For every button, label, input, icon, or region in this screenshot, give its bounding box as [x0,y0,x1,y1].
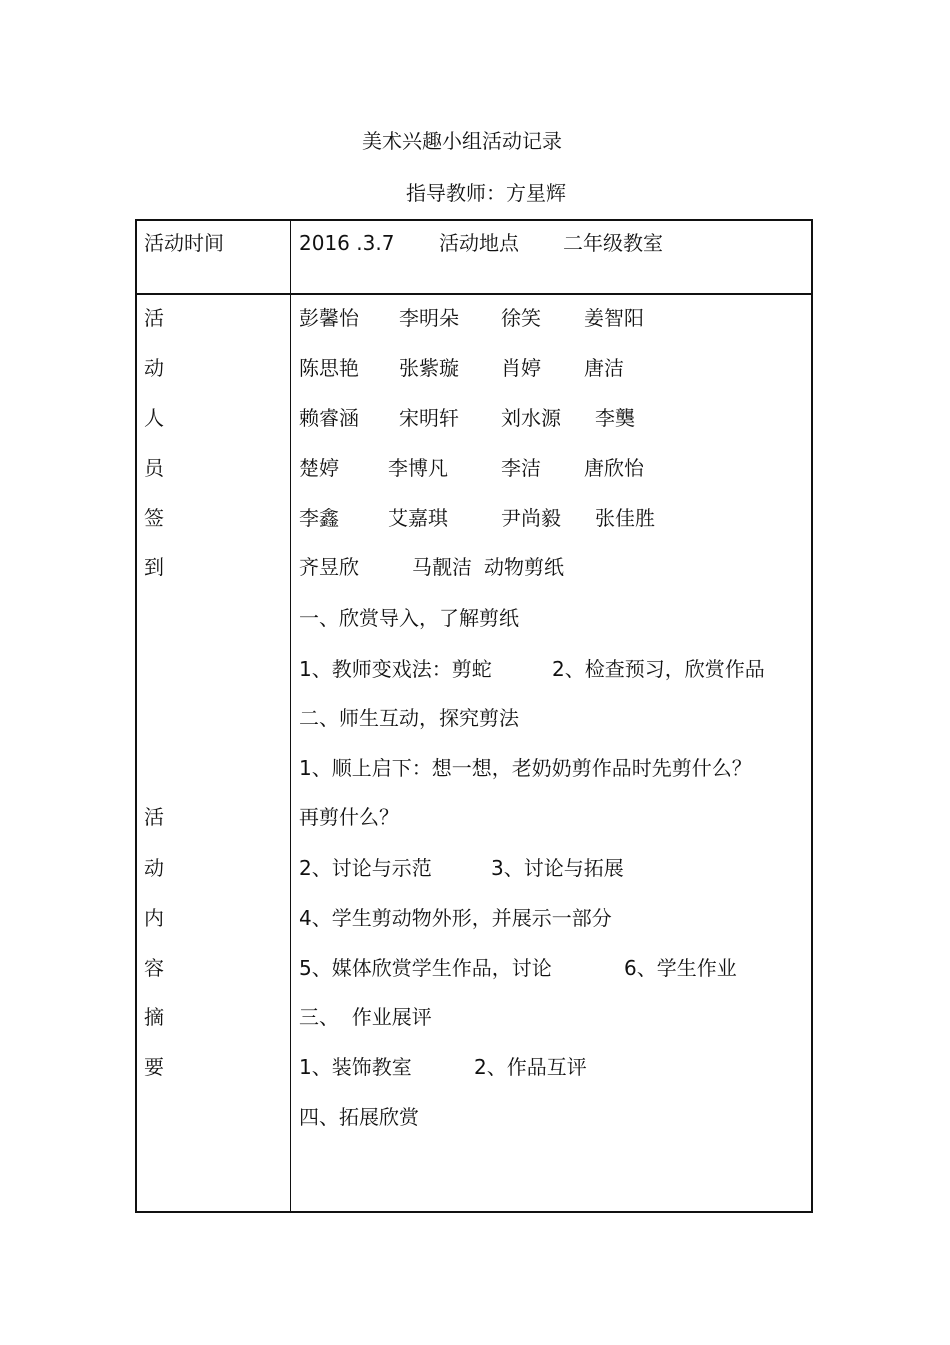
content-label-char: 摘 [144,1005,164,1029]
signin-label-char: 员 [144,456,164,480]
document-title: 美术兴趣小组活动记录 [362,129,562,153]
attendee-name: 赖睿涵 [299,406,359,430]
content-label-char: 内 [144,906,164,930]
attendee-name: 唐欣怡 [584,456,644,480]
content-line: 3、讨论与拓展 [491,856,624,880]
content-label-char: 动 [144,856,164,880]
teacher-line: 指导教师：方星辉 [406,181,566,205]
content-line: 1、装饰教室 [299,1055,412,1079]
activity-place: 二年级教室 [563,231,663,255]
attendee-name: 徐笑 [501,306,541,330]
attendee-name: 姜智阳 [584,306,644,330]
content-label-char: 活 [144,805,164,829]
table-row-divider [135,293,813,295]
place-label: 活动地点 [439,231,519,255]
content-line: 1、教师变戏法：剪蛇 [299,657,492,681]
content-line: 6、学生作业 [624,956,737,980]
table-border-bottom [135,1211,813,1213]
content-line: 5、媒体欣赏学生作品，讨论 [299,956,552,980]
attendee-name: 艾嘉琪 [388,506,448,530]
attendee-name: 刘水源 [501,406,561,430]
attendee-name: 彭馨怡 [299,306,359,330]
table-column-divider [290,219,291,1213]
content-line: 再剪什么？ [299,805,399,829]
attendee-name: 马靓洁 [412,555,472,579]
attendee-name: 肖婷 [501,356,541,380]
table-border-top [135,219,813,221]
attendee-name: 张紫璇 [399,356,459,380]
content-line: 2、作品互评 [474,1055,587,1079]
content-line: 4、学生剪动物外形，并展示一部分 [299,906,612,930]
attendee-name: 李明朵 [399,306,459,330]
signin-label-char: 到 [144,555,164,579]
content-line: 2、检查预习，欣赏作品 [552,657,765,681]
content-line: 一、欣赏导入，了解剪纸 [299,606,519,630]
attendee-name: 李龑 [595,406,635,430]
table-border-right [811,219,813,1213]
signin-label-char: 签 [144,506,164,530]
attendee-name: 尹尚毅 [501,506,561,530]
content-line: 二、师生互动，探究剪法 [299,706,519,730]
content-line: 四、拓展欣赏 [299,1105,419,1129]
content-line: 2、讨论与示范 [299,856,432,880]
attendee-name: 唐洁 [584,356,624,380]
attendee-name: 齐昱欣 [299,555,359,579]
time-label: 活动时间 [144,231,224,255]
activity-topic: 动物剪纸 [484,555,564,579]
attendee-name: 宋明轩 [399,406,459,430]
table-border-left [135,219,137,1213]
attendee-name: 李洁 [501,456,541,480]
content-label-char: 容 [144,956,164,980]
signin-label-char: 人 [144,406,164,430]
content-label-char: 要 [144,1055,164,1079]
activity-date: 2016 .3.7 [299,231,395,255]
content-line: 1、顺上启下：想一想，老奶奶剪作品时先剪什么？ [299,756,752,780]
signin-label-char: 活 [144,306,164,330]
attendee-name: 陈思艳 [299,356,359,380]
content-line: 三、 作业展评 [299,1005,432,1029]
attendee-name: 张佳胜 [595,506,655,530]
attendee-name: 李博凡 [388,456,448,480]
attendee-name: 李鑫 [299,506,339,530]
attendee-name: 楚婷 [299,456,339,480]
signin-label-char: 动 [144,356,164,380]
